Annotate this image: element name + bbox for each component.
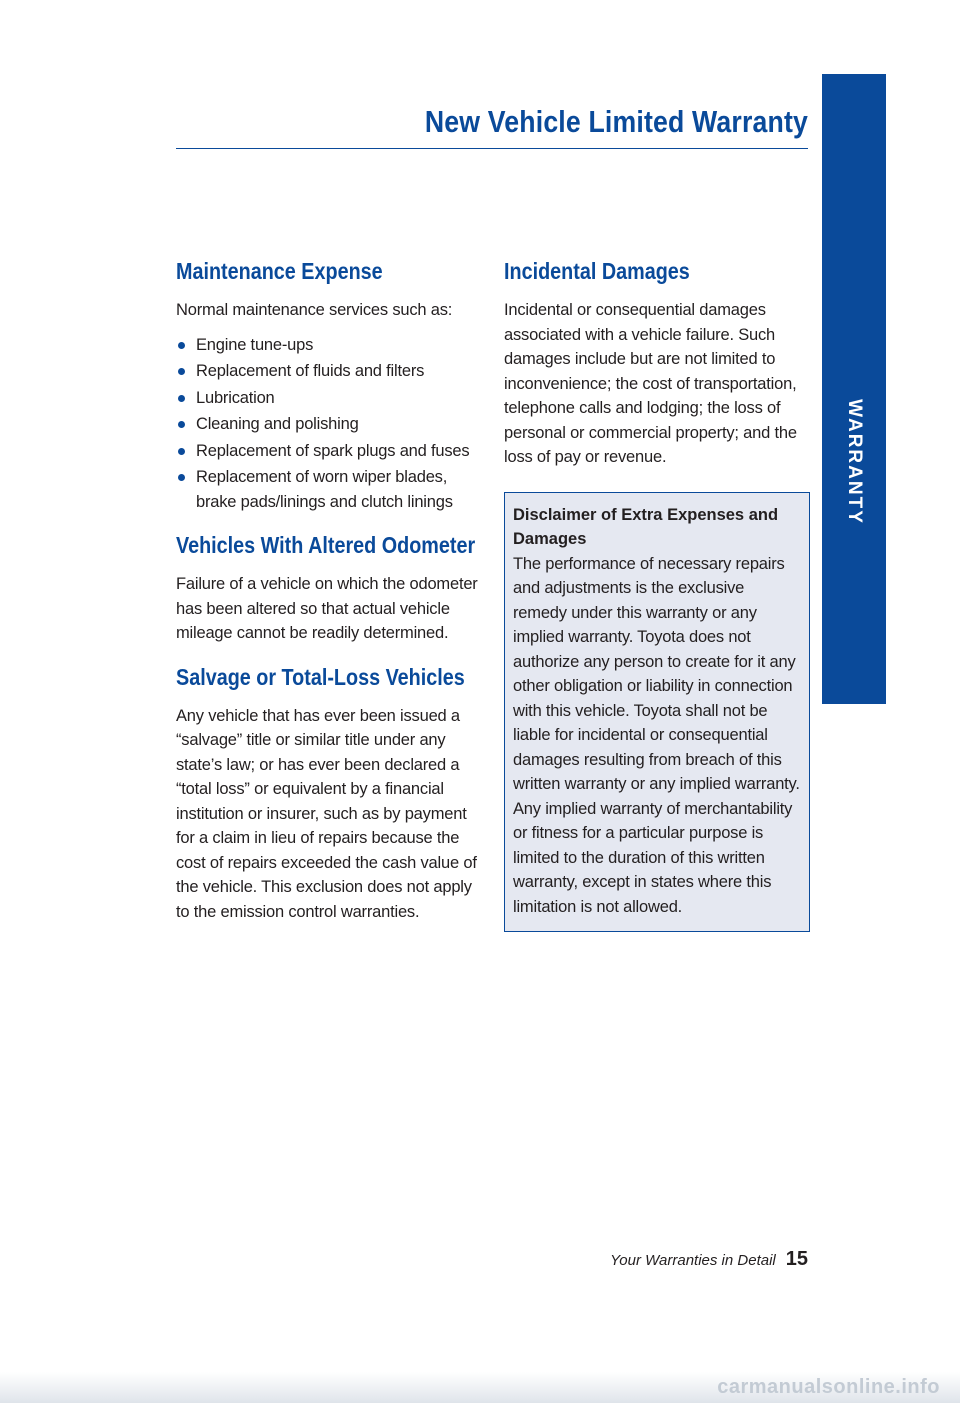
bullet-icon	[178, 448, 185, 455]
odometer-section	[176, 528, 480, 646]
salvage-section	[176, 660, 480, 925]
disclaimer-body: The performance of necessary repairs and adjustments is the exclusive remedy under this warranty or any implied warranty. Toyota does not authorize any person to create for it any other obligation or liability in connection with this vehicle. Toyota shall not be liable for incidental or consequential damages resulting from breach of this written warranty or any implied warranty. Any implied warranty of merchantability or fitness for a particular purpose is limited to the duration of this written warranty, except in states where this limitation is not allowed.	[513, 554, 800, 916]
list-item: Replacement of worn wiper blades, brake pads/linings and clutch linings	[176, 465, 480, 514]
page-title: New Vehicle Limited Warranty	[424, 104, 808, 139]
disclaimer-box	[504, 492, 810, 933]
odometer-heading: Vehicles With Altered Odometer	[176, 532, 476, 558]
bullet-icon	[178, 395, 185, 402]
maintenance-heading: Maintenance Expense	[176, 258, 383, 284]
list-item: Replacement of fluids and filters	[176, 359, 480, 384]
disclaimer-title: Disclaimer of Extra Expenses and Damages	[513, 505, 779, 548]
right-column	[504, 254, 808, 932]
list-item: Engine tune-ups	[176, 333, 480, 358]
bullet-icon	[178, 474, 185, 481]
watermark-bar	[0, 1372, 960, 1403]
salvage-body: Any vehicle that has ever been issued a “salvage” title or similar title under any state’s law; or has ever been declared a “total loss” or equivalent by a financial institution or insurer, such as by payment for a claim in lieu of repairs because the cost of repairs exceeded the cash value of the vehicle. This exclusion does not apply to the emission control warranties.	[176, 706, 477, 921]
bullet-icon	[178, 421, 185, 428]
footer-text: Your Warranties in Detail	[610, 1252, 776, 1269]
bullet-icon	[178, 342, 185, 349]
title-divider	[176, 148, 808, 149]
incidental-body: Incidental or consequential damages associated with a vehicle failure. Such damages include but are not limited to inconvenience; the cost of transportation, telephone calls and lodging; the loss of personal or commercial property; and the loss of pay or revenue.	[504, 301, 797, 466]
side-tab-label: WARRANTY	[844, 399, 865, 525]
page-footer	[500, 1248, 808, 1271]
incidental-section	[504, 254, 808, 470]
list-item: Cleaning and polishing	[176, 412, 480, 437]
side-section-tab	[822, 74, 886, 704]
list-item: Replacement of spark plugs and fuses	[176, 439, 480, 464]
list-item: Lubrication	[176, 386, 480, 411]
page-number: 15	[785, 1248, 808, 1270]
left-column	[176, 254, 480, 938]
odometer-body: Failure of a vehicle on which the odometer has been altered so that actual vehicle mileage cannot be readily determined.	[176, 575, 478, 642]
maintenance-intro: Normal maintenance services such as:	[176, 301, 453, 319]
bullet-icon	[178, 368, 185, 375]
maintenance-section	[176, 254, 480, 514]
incidental-heading: Incidental Damages	[504, 258, 690, 284]
watermark-text: carmanualsonline.info	[717, 1376, 940, 1398]
maintenance-list	[176, 333, 480, 515]
salvage-heading: Salvage or Total-Loss Vehicles	[176, 663, 465, 690]
